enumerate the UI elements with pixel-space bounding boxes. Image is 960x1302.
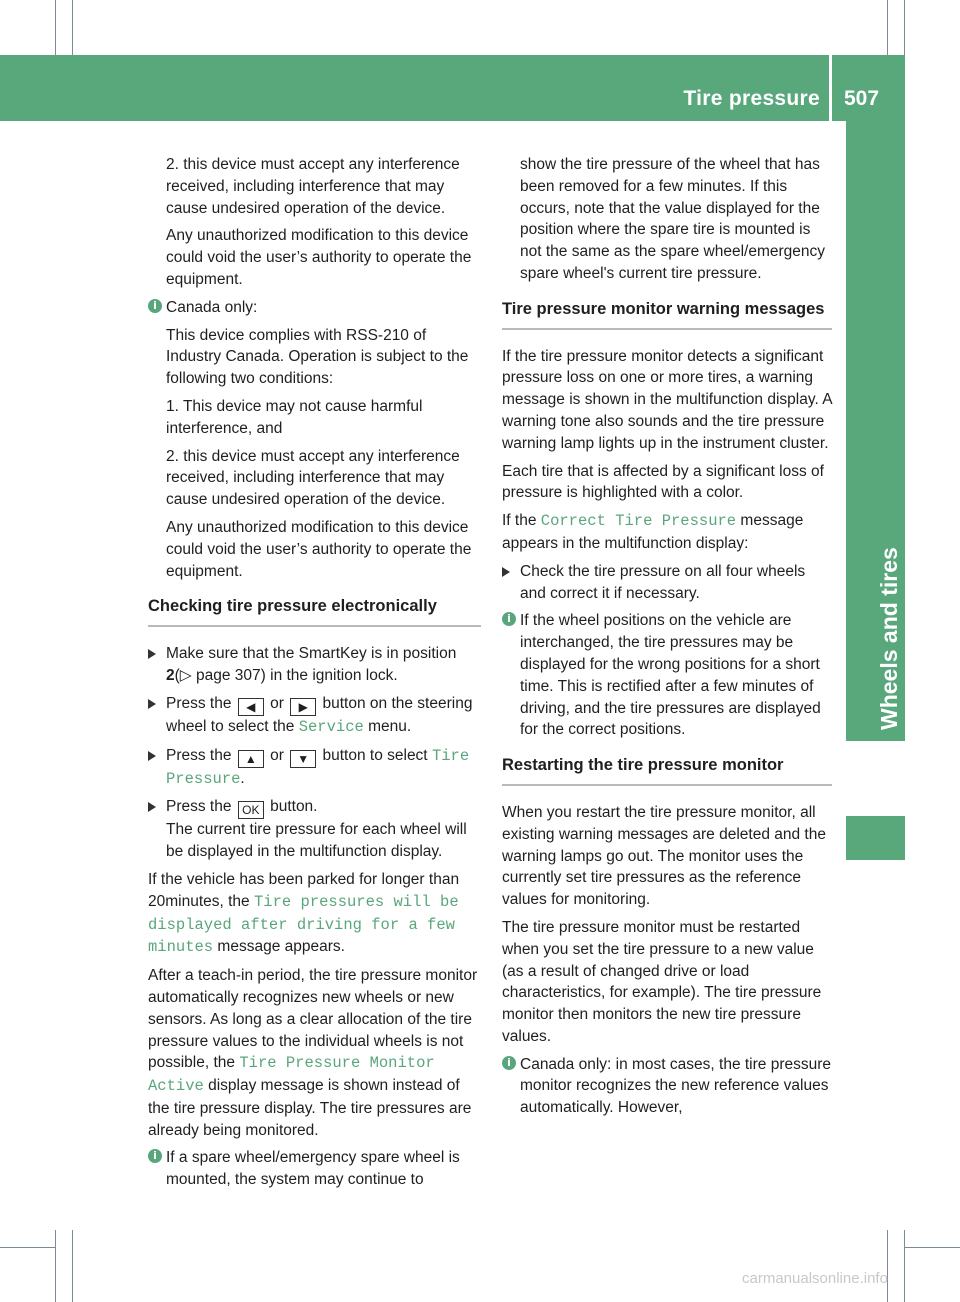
paragraph: This device complies with RSS-210 of Industry Canada. Operation is subject to the following two conditions: [166,326,469,388]
paragraph: Any unauthorized modification to this device could void the user’s authority to operate the equipment. [166,518,472,580]
step-arrow-icon [148,802,156,812]
ok-button-icon: OK [238,801,264,819]
paragraph: show the tire pressure of the wheel that has been removed for a few minutes. If this occurs, note that the value displayed for the position where the spare tire is mounted is not the same as the spare wheel/emergency spare wheel's current tire pressure. [520,156,826,282]
paragraph: When you restart the tire pressure monitor, all existing warning messages are deleted and the warning lamps go out. The monitor uses the currently set tire pressures as the reference values for monitoring. [502,803,826,909]
paragraph: 1. This device may not cause harmful interference, and [166,397,423,437]
crop-mark [904,1230,905,1302]
display-text: Tire pressures will be displayed after driving for a few minutes [148,892,459,957]
display-text: Correct Tire Pressure [540,512,737,531]
display-text: Tire Pressure [166,746,470,788]
info-note [148,297,481,583]
info-note [502,610,832,741]
info-icon: i [148,1149,162,1163]
page-title: Tire pressure [683,87,820,110]
display-text: Service [298,717,364,736]
crop-mark [72,0,73,55]
crop-mark [55,0,56,55]
info-note [502,1054,832,1119]
crop-mark [887,0,888,55]
right-button-icon: ▶ [290,698,316,716]
step-arrow-icon [502,567,510,577]
display-text: Tire Pressure Monitor Active [148,1054,435,1096]
down-button-icon: ▼ [290,750,316,768]
info-note [148,1147,481,1191]
crop-mark [72,1230,73,1302]
instruction-step: Make sure that the SmartKey is in position 2(▷ page 307) in the ignition lock. [148,643,481,687]
paragraph: Any unauthorized modification to this device could void the user’s authority to operate the equipment. [166,227,472,288]
left-button-icon: ◀ [238,698,264,716]
section-label: Wheels and tires [876,547,902,730]
paragraph: If the tire pressure monitor detects a significant pressure loss on one or more tires, a warning message is shown in the multifunction display. A warning tone also sounds and the tire pressure warning lamp lights up in the instrument cluster. [502,347,832,452]
instruction-step: Press the ▲ or ▼ button to select Tire Pressure. [148,745,481,791]
crop-mark [887,1230,888,1302]
right-column [502,154,832,1125]
header-divider [829,55,832,121]
section-heading: Restarting the tire pressure monitor [502,755,832,786]
note-heading: Canada only: [166,298,258,316]
crop-mark [905,1247,960,1248]
crop-mark [0,1247,55,1248]
paragraph: 2. this device must accept any interference received, including interference that may cause undesired operation of the device. [166,447,460,509]
instruction-step: Check the tire pressure on all four wheels and correct it if necessary. [502,561,832,605]
instruction-step: Press the ◀ or ▶ button on the steering wheel to select the Service menu. [148,693,481,739]
paragraph: 2. this device must accept any interference received, including interference that may cause undesired operation of the device. [166,156,460,217]
crop-mark [904,0,905,55]
paragraph: Each tire that is affected by a significant loss of pressure is highlighted with a color. [502,462,824,502]
section-marker [846,816,905,860]
paragraph: If the wheel positions on the vehicle are interchanged, the tire pressures may be displayed for the wrong positions for a short time. This is rectified after a few minutes of driving, and the tire pressures are displayed for the correct positions. [520,612,821,739]
info-icon: i [502,1056,516,1070]
paragraph: If the vehicle has been parked for longer than 20minutes, the Tire pressures will be displayed after driving for a few minutes message appears. [148,870,460,957]
page-number: 507 [844,87,880,110]
paragraph: If the Correct Tire Pressure message appears in the multifunction display: [502,512,804,552]
step-arrow-icon [148,699,156,709]
left-column [148,154,481,1197]
up-button-icon: ▲ [238,750,264,768]
instruction-step: Press the OK button. The current tire pressure for each wheel will be displayed in the multifunction display. [148,796,481,863]
step-arrow-icon [148,751,156,761]
section-heading: Checking tire pressure electronically [148,596,481,627]
section-heading: Tire pressure monitor warning messages [502,299,832,330]
info-icon: i [502,612,516,626]
crop-mark [55,1230,56,1302]
watermark: carmanualsonline.info [742,1270,888,1287]
step-arrow-icon [148,649,156,659]
paragraph: After a teach-in period, the tire pressure monitor automatically recognizes new wheels or new sensors. As long as a clear allocation of the tire pressure values to the individual wheels is not possible, the Tire Pressure Monitor Active display message is shown instead of the tire pressure display. The tire pressures are already being monitored. [148,967,478,1139]
info-icon: i [148,299,162,313]
paragraph: Canada only: in most cases, the tire pressure monitor recognizes the new reference values automatically. However, [520,1055,832,1117]
paragraph: The tire pressure monitor must be restarted when you set the tire pressure to a new value (as a result of changed drive or load characteristics, for example). The tire pressure monitor then monitors the new tire pressure values. [502,918,822,1045]
paragraph: If a spare wheel/emergency spare wheel is mounted, the system may continue to [166,1149,460,1189]
